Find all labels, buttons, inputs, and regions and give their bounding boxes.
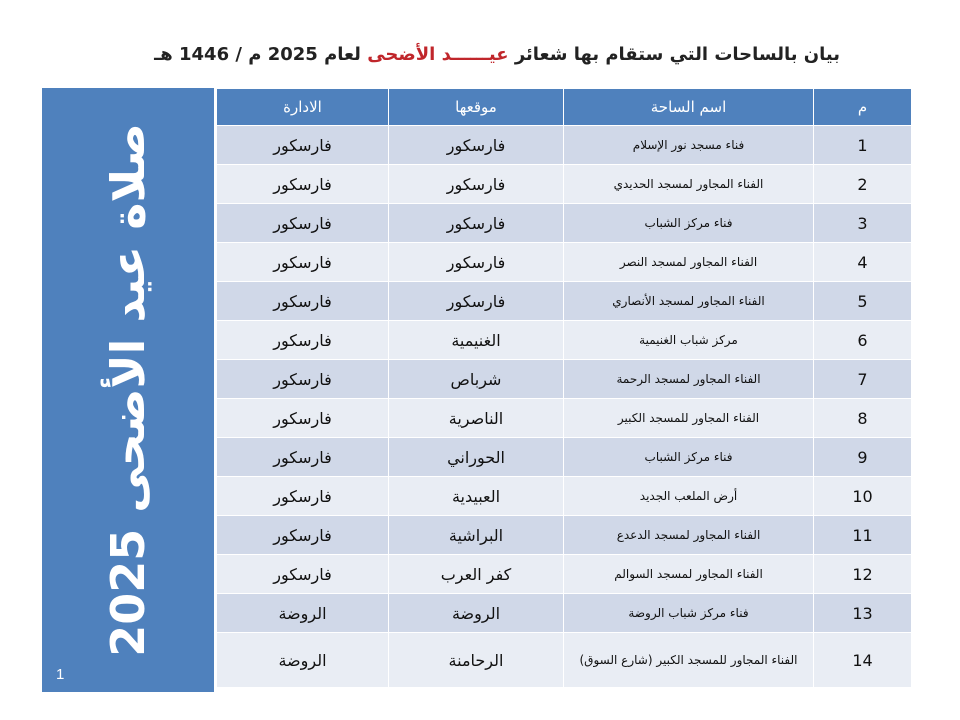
table-row: [217, 555, 912, 594]
cell-administration: الروضة: [217, 633, 389, 688]
cell-administration: فارسكور: [217, 282, 389, 321]
table-row: [217, 282, 912, 321]
cell-square-name: الفناء المجاور لمسجد النصر: [564, 243, 814, 282]
cell-square-name: الفناء المجاور للمسجد الكبير (شارع السوق): [564, 633, 814, 688]
cell-location: الناصرية: [389, 399, 564, 438]
cell-administration: فارسكور: [217, 243, 389, 282]
cell-number: 12: [814, 555, 912, 594]
title-text-end: لعام 2025 م / 1446 هـ: [154, 44, 368, 65]
cell-number: 13: [814, 594, 912, 633]
cell-number: 9: [814, 438, 912, 477]
table-row: [217, 399, 912, 438]
table-row: [217, 360, 912, 399]
cell-square-name: أرض الملعب الجديد: [564, 477, 814, 516]
title-text-start: بيان بالساحات التي ستقام بها شعائر: [508, 44, 840, 65]
table-row: [217, 594, 912, 633]
cell-number: 1: [814, 126, 912, 165]
table-row: [217, 438, 912, 477]
cell-number: 11: [814, 516, 912, 555]
cell-location: فارسكور: [389, 282, 564, 321]
cell-number: 5: [814, 282, 912, 321]
cell-square-name: فناء مركز الشباب: [564, 204, 814, 243]
cell-square-name: الفناء المجاور لمسجد الأنصاري: [564, 282, 814, 321]
cell-number: 3: [814, 204, 912, 243]
cell-location: العبيدية: [389, 477, 564, 516]
cell-square-name: الفناء المجاور لمسجد السوالم: [564, 555, 814, 594]
cell-administration: فارسكور: [217, 477, 389, 516]
side-banner-label: صلاة عيد الأضحى 2025: [101, 123, 155, 657]
cell-administration: فارسكور: [217, 360, 389, 399]
cell-location: كفر العرب: [389, 555, 564, 594]
cell-administration: فارسكور: [217, 321, 389, 360]
cell-square-name: الفناء المجاور للمسجد الكبير: [564, 399, 814, 438]
header-number: م: [814, 89, 912, 126]
table-row: [217, 477, 912, 516]
cell-square-name: فناء مسجد نور الإسلام: [564, 126, 814, 165]
cell-number: 4: [814, 243, 912, 282]
header-location: موقعها: [389, 89, 564, 126]
page-number: 1: [56, 666, 65, 683]
table-row: [217, 204, 912, 243]
table-row: [217, 126, 912, 165]
cell-square-name: فناء مركز شباب الروضة: [564, 594, 814, 633]
cell-administration: فارسكور: [217, 165, 389, 204]
title-highlight: عيــــــد الأضحى: [367, 44, 509, 65]
table-row: [217, 321, 912, 360]
cell-number: 14: [814, 633, 912, 688]
table-row: [217, 516, 912, 555]
header-administration: الادارة: [217, 89, 389, 126]
cell-location: الغنيمية: [389, 321, 564, 360]
table-row: [217, 243, 912, 282]
cell-square-name: مركز شباب الغنيمية: [564, 321, 814, 360]
cell-number: 2: [814, 165, 912, 204]
squares-table: [216, 88, 912, 688]
cell-number: 6: [814, 321, 912, 360]
cell-number: 7: [814, 360, 912, 399]
cell-location: شرباص: [389, 360, 564, 399]
cell-square-name: الفناء المجاور لمسجد الرحمة: [564, 360, 814, 399]
table-row: [217, 633, 912, 688]
header-square-name: اسم الساحة: [564, 89, 814, 126]
cell-location: فارسكور: [389, 243, 564, 282]
cell-square-name: الفناء المجاور لمسجد الحديدي: [564, 165, 814, 204]
cell-location: الحوراني: [389, 438, 564, 477]
cell-administration: فارسكور: [217, 555, 389, 594]
cell-number: 8: [814, 399, 912, 438]
table-header-row: [217, 89, 912, 126]
cell-number: 10: [814, 477, 912, 516]
cell-location: البراشية: [389, 516, 564, 555]
cell-location: فارسكور: [389, 165, 564, 204]
cell-administration: فارسكور: [217, 516, 389, 555]
cell-square-name: فناء مركز الشباب: [564, 438, 814, 477]
cell-administration: فارسكور: [217, 438, 389, 477]
cell-administration: فارسكور: [217, 399, 389, 438]
cell-square-name: الفناء المجاور لمسجد الدعدع: [564, 516, 814, 555]
table-row: [217, 165, 912, 204]
cell-location: فارسكور: [389, 126, 564, 165]
page-title: [150, 44, 840, 76]
cell-administration: فارسكور: [217, 126, 389, 165]
cell-location: الروضة: [389, 594, 564, 633]
cell-location: الرحامنة: [389, 633, 564, 688]
cell-administration: الروضة: [217, 594, 389, 633]
cell-location: فارسكور: [389, 204, 564, 243]
cell-administration: فارسكور: [217, 204, 389, 243]
